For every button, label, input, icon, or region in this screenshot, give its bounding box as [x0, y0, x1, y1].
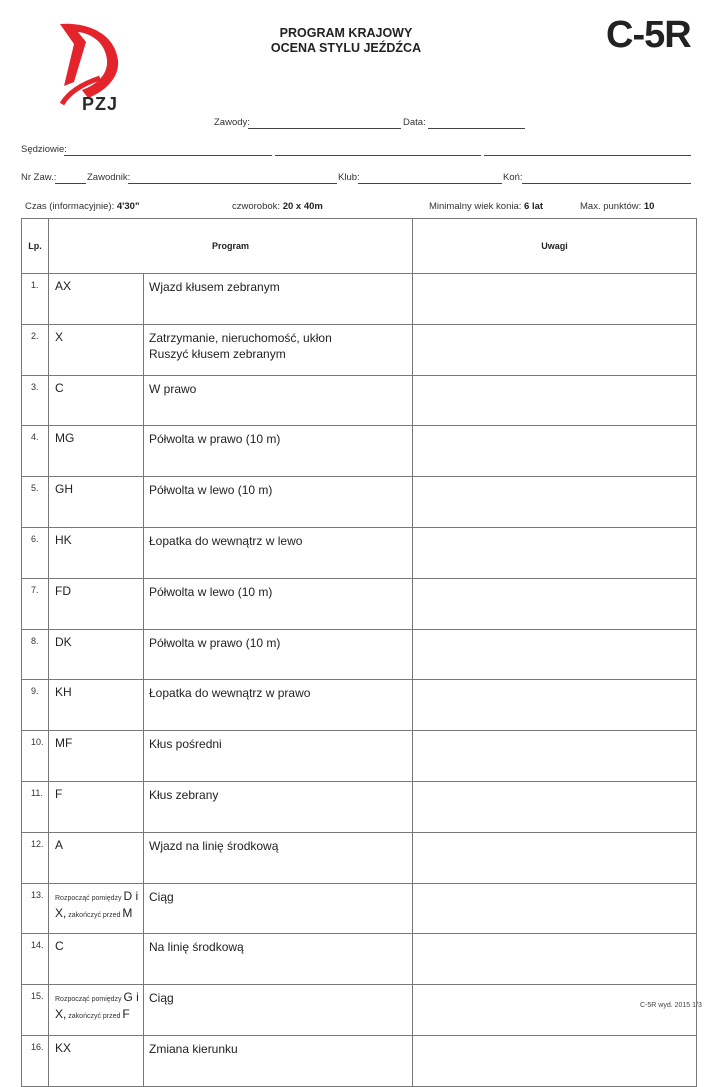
row-description: Półwolta w prawo (10 m): [144, 426, 413, 477]
wiek-info: [429, 201, 543, 212]
table-row: [22, 832, 697, 883]
zawodnik-label: Zawodnik:: [87, 172, 131, 183]
form-code: C-5R: [606, 14, 691, 56]
row-description: Wjazd na linię środkową: [144, 832, 413, 883]
row-uwagi-cell[interactable]: [413, 883, 697, 934]
row-uwagi-cell[interactable]: [413, 680, 697, 731]
document-title: [230, 26, 462, 56]
movement-mid-letter: X,: [55, 905, 67, 920]
row-uwagi-cell[interactable]: [413, 934, 697, 985]
row-movement: KH: [49, 680, 144, 731]
row-uwagi-cell[interactable]: [413, 527, 697, 578]
row-number: 6.: [22, 527, 49, 578]
row-movement: MF: [49, 731, 144, 782]
zawodnik-field[interactable]: [128, 171, 337, 184]
row-movement: FD: [49, 578, 144, 629]
row-number: 15.: [22, 985, 49, 1036]
row-description: Łopatka do wewnątrz w lewo: [144, 527, 413, 578]
row-movement: X: [49, 324, 144, 375]
row-number: 16.: [22, 1035, 49, 1086]
zawody-label: Zawody:: [214, 117, 250, 128]
row-number: 11.: [22, 781, 49, 832]
row-description: Ciąg: [144, 985, 413, 1036]
logo-text: PZJ: [82, 94, 119, 114]
movement-start-letter: G i: [123, 990, 139, 1005]
table-header-row: [22, 219, 697, 274]
row-number: 5.: [22, 477, 49, 528]
table-row: [22, 934, 697, 985]
row-number: 13.: [22, 883, 49, 934]
table-row: [22, 426, 697, 477]
row-description: Wjazd kłusem zebranym: [144, 274, 413, 325]
row-description: Półwolta w lewo (10 m): [144, 578, 413, 629]
row-movement: DK: [49, 629, 144, 680]
row-uwagi-cell[interactable]: [413, 324, 697, 375]
row-number: 14.: [22, 934, 49, 985]
row-uwagi-cell[interactable]: [413, 781, 697, 832]
pzj-logo: [52, 20, 132, 115]
row-uwagi-cell[interactable]: [413, 477, 697, 528]
max-points-info: [580, 201, 654, 212]
row-movement: [49, 985, 144, 1036]
row-description: Ciąg: [144, 883, 413, 934]
table-row: [22, 324, 697, 375]
row-number: 2.: [22, 324, 49, 375]
data-label: Data:: [403, 117, 426, 128]
table-row: [22, 629, 697, 680]
table-row: [22, 477, 697, 528]
row-description: Półwolta w prawo (10 m): [144, 629, 413, 680]
row-uwagi-cell[interactable]: [413, 426, 697, 477]
table-row: [22, 527, 697, 578]
row-movement: KX: [49, 1035, 144, 1086]
row-description: Kłus zebrany: [144, 781, 413, 832]
row-description-line-2: Ruszyć kłusem zebranym: [149, 346, 286, 361]
table-row: [22, 883, 697, 934]
table-row: [22, 985, 697, 1036]
row-number: 10.: [22, 731, 49, 782]
row-description: Kłus pośredni: [144, 731, 413, 782]
row-movement: HK: [49, 527, 144, 578]
table-row: [22, 1035, 697, 1086]
table-row: [22, 731, 697, 782]
movement-start-letter: D i: [123, 888, 139, 903]
table-row: [22, 375, 697, 426]
row-number: 12.: [22, 832, 49, 883]
row-uwagi-cell[interactable]: [413, 985, 697, 1036]
wiek-label: Minimalny wiek konia:: [429, 201, 525, 212]
title-line-2: OCENA STYLU JEŹDŹCA: [270, 41, 422, 55]
row-uwagi-cell[interactable]: [413, 274, 697, 325]
row-uwagi-cell[interactable]: [413, 629, 697, 680]
row-movement: [49, 883, 144, 934]
data-field[interactable]: [428, 116, 525, 129]
table-row: [22, 274, 697, 325]
row-description-line-1: Zatrzymanie, nieruchomość, ukłon: [149, 330, 332, 345]
header-uwagi: Uwagi: [413, 219, 697, 274]
wiek-value: 6 lat: [524, 201, 544, 212]
row-uwagi-cell[interactable]: [413, 731, 697, 782]
row-uwagi-cell[interactable]: [413, 832, 697, 883]
row-movement: AX: [49, 274, 144, 325]
zawody-field[interactable]: [248, 116, 401, 129]
klub-field[interactable]: [358, 171, 502, 184]
movement-end-text: zakończyć przed: [66, 1013, 123, 1021]
czas-value: 4'30": [116, 201, 140, 212]
row-description: Na linię środkową: [144, 934, 413, 985]
max-label: Max. punktów:: [580, 201, 644, 212]
czas-info: [25, 201, 139, 212]
row-number: 7.: [22, 578, 49, 629]
row-movement: GH: [49, 477, 144, 528]
header-program: Program: [49, 219, 413, 274]
nr-zaw-field[interactable]: [55, 171, 86, 184]
movement-mid-letter: X,: [55, 1007, 67, 1022]
nr-zaw-label: Nr Zaw.:: [21, 172, 57, 183]
title-line-1: PROGRAM KRAJOWY: [279, 26, 413, 40]
czworobok-value: 20 x 40m: [282, 201, 323, 212]
sedzia-field-1[interactable]: [64, 143, 272, 156]
kon-label: Koń:: [503, 172, 523, 183]
row-number: 1.: [22, 274, 49, 325]
kon-field[interactable]: [522, 171, 691, 184]
table-row: [22, 781, 697, 832]
movement-end-letter: F: [122, 1007, 130, 1022]
sedziowie-label: Sędziowie:: [21, 144, 67, 155]
klub-label: Klub:: [338, 172, 360, 183]
movement-end-letter: M: [122, 905, 133, 920]
row-movement: C: [49, 375, 144, 426]
table-row: [22, 578, 697, 629]
row-number: 4.: [22, 426, 49, 477]
czworobok-label: czworobok:: [232, 201, 283, 212]
row-movement: MG: [49, 426, 144, 477]
row-description: W prawo: [144, 375, 413, 426]
row-uwagi-cell[interactable]: [413, 578, 697, 629]
sedzia-field-2[interactable]: [275, 143, 481, 156]
row-uwagi-cell[interactable]: [413, 375, 697, 426]
row-movement: F: [49, 781, 144, 832]
row-number: 9.: [22, 680, 49, 731]
footer-text: C-5R wyd. 2015 1/3: [640, 1002, 702, 1009]
row-description: [144, 324, 413, 375]
movement-start-text: Rozpocząć pomiędzy: [55, 996, 124, 1004]
row-movement: C: [49, 934, 144, 985]
row-description: Półwolta w lewo (10 m): [144, 477, 413, 528]
row-number: 3.: [22, 375, 49, 426]
row-number: 8.: [22, 629, 49, 680]
table-row: [22, 680, 697, 731]
czworobok-info: [232, 201, 323, 212]
movement-end-text: zakończyć przed: [66, 911, 123, 919]
row-uwagi-cell[interactable]: [413, 1035, 697, 1086]
max-value: 10: [643, 201, 655, 212]
sedzia-field-3[interactable]: [484, 143, 691, 156]
program-table: [21, 218, 697, 1087]
czas-label: Czas (informacyjnie):: [25, 201, 117, 212]
header-lp: Lp.: [22, 219, 49, 274]
movement-start-text: Rozpocząć pomiędzy: [55, 894, 124, 902]
row-description: Zmiana kierunku: [144, 1035, 413, 1086]
row-movement: A: [49, 832, 144, 883]
row-description: Łopatka do wewnątrz w prawo: [144, 680, 413, 731]
